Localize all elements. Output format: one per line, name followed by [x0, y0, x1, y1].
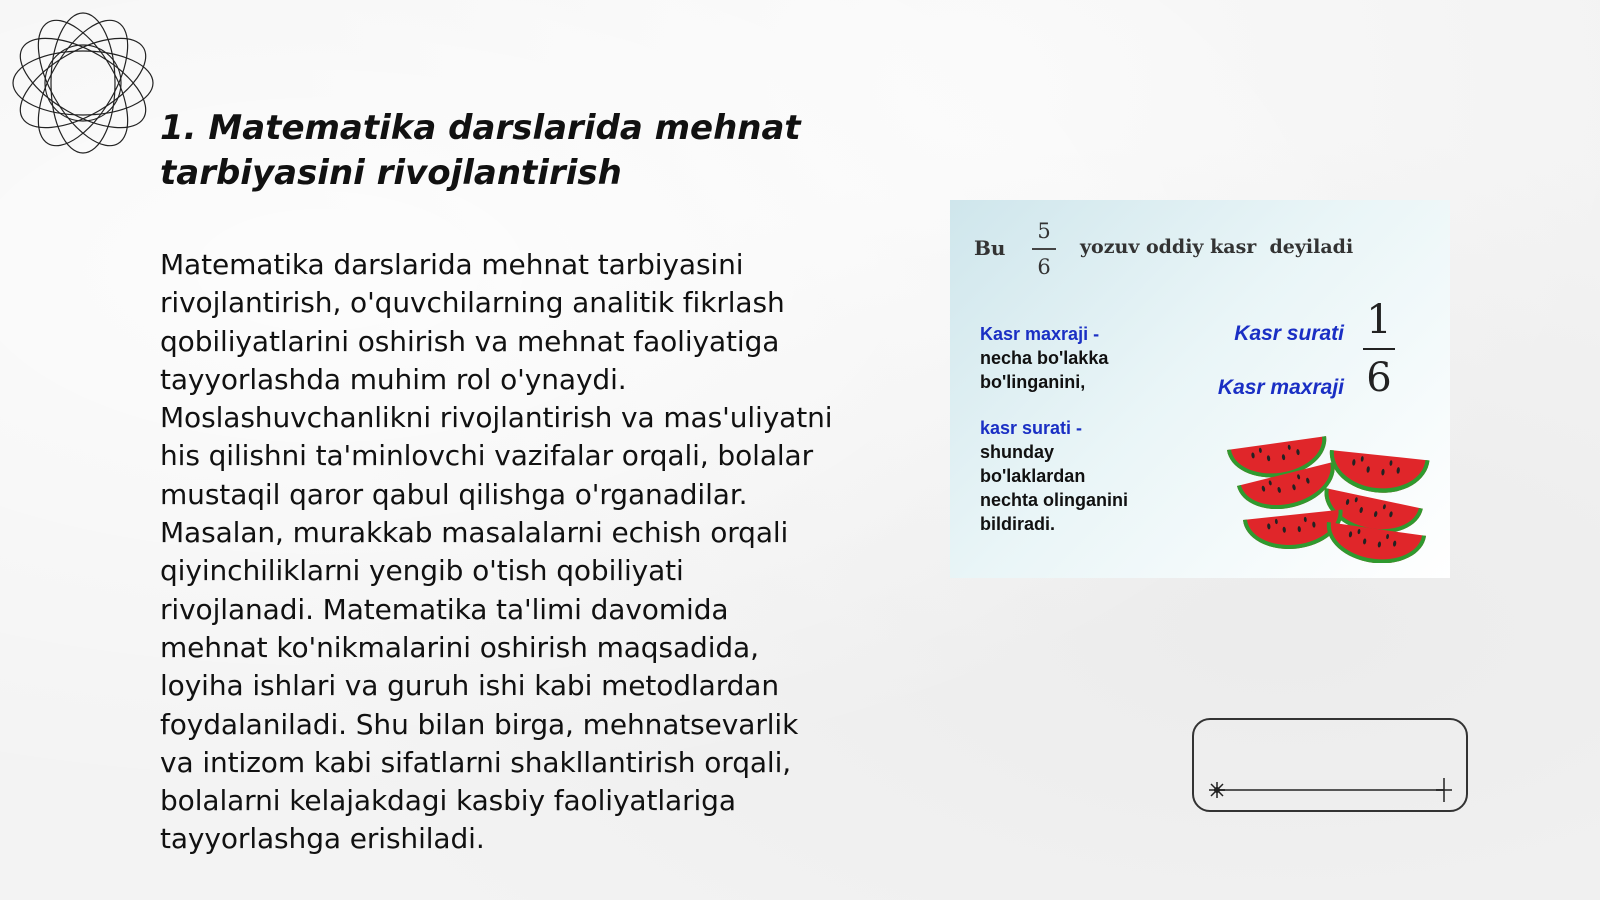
surat-line: nechta olinganini	[980, 490, 1129, 510]
maxraj-line: necha bo'lakka	[980, 348, 1109, 368]
surat-line: shunday	[980, 442, 1055, 462]
plus-cross-icon	[1436, 778, 1452, 802]
label-maxraj: Kasr maxraji	[1217, 376, 1344, 399]
maxraj-definition	[980, 322, 1108, 394]
interlocking-circles-icon	[8, 8, 158, 158]
surat-definition	[980, 416, 1128, 536]
slider-control[interactable]	[1192, 718, 1468, 812]
example-numerator: 5	[1037, 219, 1051, 243]
surat-line: bo'laklardan	[980, 466, 1086, 486]
big-denominator: 6	[1366, 355, 1392, 401]
fraction-bar	[1032, 248, 1056, 250]
intro-word: Bu	[974, 236, 1006, 260]
big-fraction	[1363, 296, 1395, 402]
slide-title: 1. Matematika darslarida mehnat tarbiyasini rivojlantirish	[160, 108, 801, 193]
slide-body-text: Matematika darslarida mehnat tarbiyasini rivojlantirish, o'quvchilarning analitik fikrlash qobiliyatlarini oshirish va mehnat faoliyatiga tayyorlashda muhim rol o'ynaydi. Moslashuvchanlikni rivojlantirish va mas'uliyatni his qilishni ta'minlovchi vazifalar orqali, bolalar mustaqil qaror qabul qilishga o'rganadilar. Masalan, murakkab masalalarni echish orqali qiyinchiliklarni yengib o'tish qobiliyati rivojlanadi. Matematika ta'limi davomida mehnat ko'nikmalarini oshirish maqsadida, loyiha ishlari va guruh ishi kabi metodlardan foydalaniladi. Shu bilan birga, mehnatsevarlik va intizom kabi sifatlarni shakllantirish orqali, bolalarni kelajakdagi kasbiy faoliyatlariga tayyorlashga erishiladi.	[160, 248, 833, 856]
maxraj-line: bo'linganini,	[980, 372, 1086, 392]
fraction-bar	[1363, 348, 1395, 350]
intro-description: yozuv oddiy kasr deyiladi	[1080, 236, 1354, 258]
watermelon-slices-icon	[1225, 428, 1435, 563]
sun-burst-icon[interactable]	[1208, 781, 1226, 799]
example-fraction	[1032, 216, 1056, 282]
big-numerator: 1	[1366, 297, 1392, 343]
slider-track[interactable]	[1214, 789, 1444, 791]
surat-line: bildiradi.	[980, 514, 1056, 534]
maxraj-term: Kasr maxraji -	[980, 324, 1100, 344]
fraction-illustration	[950, 200, 1450, 578]
label-surat: Kasr surati	[1234, 322, 1344, 345]
surat-term: kasr surati -	[980, 418, 1083, 438]
example-denominator: 6	[1037, 254, 1051, 279]
